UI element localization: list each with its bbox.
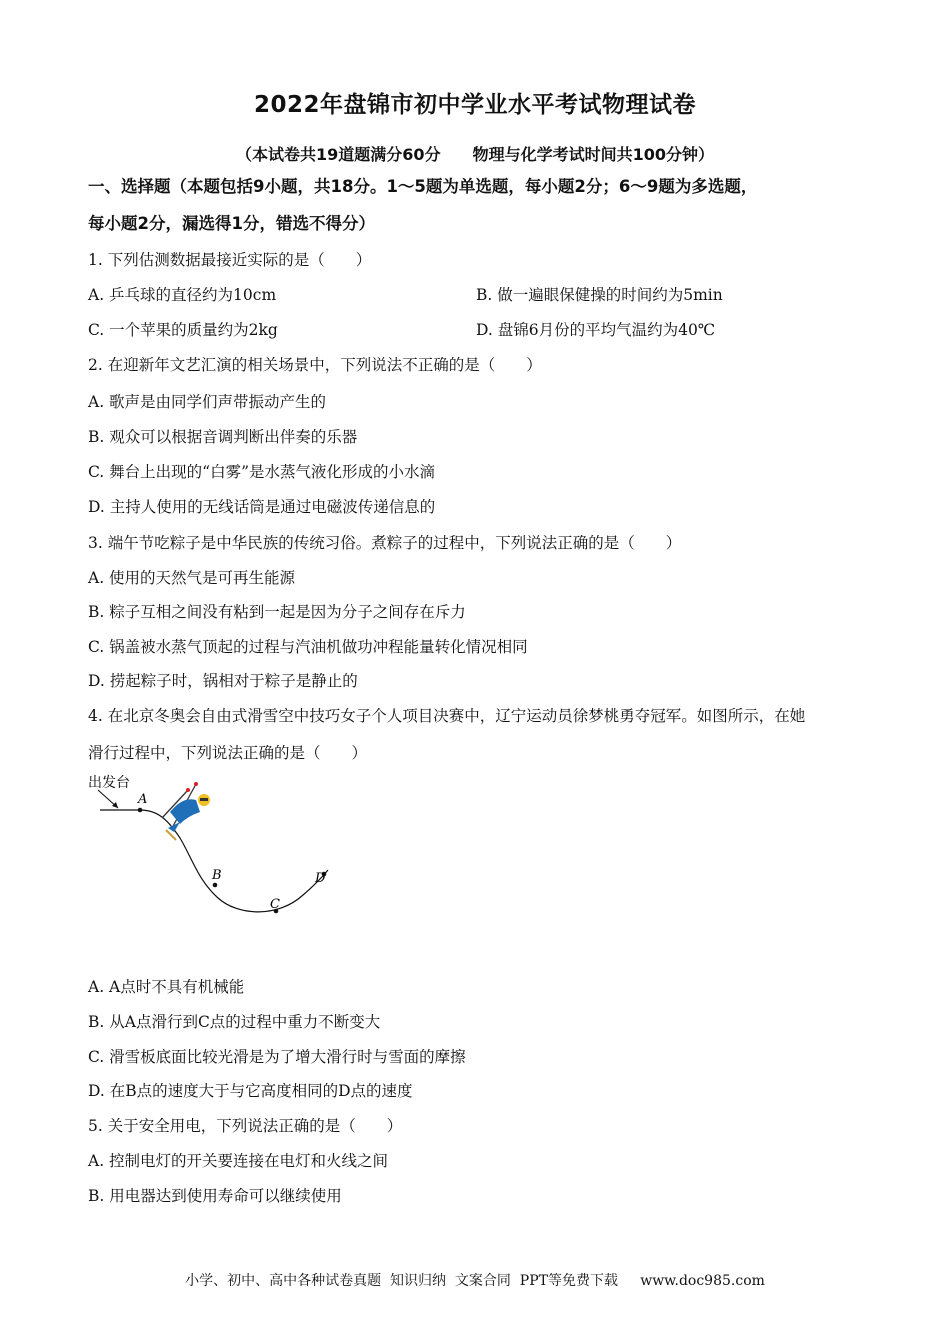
section-heading-line-2: 每小题2分，漏选得1分，错选不得分） bbox=[88, 214, 375, 233]
ski-slope-figure bbox=[88, 770, 348, 930]
question-2-option-c: C. 舞台上出现的“白雾”是水蒸气液化形成的小水滴 bbox=[88, 463, 436, 481]
section-heading-line-1: 一、选择题（本题包括9小题，共18分。1～5题为单选题，每小题2分；6～9题为多选题， bbox=[88, 177, 758, 196]
question-4-stem-line-2: 滑行过程中，下列说法正确的是（ ） bbox=[88, 744, 368, 762]
question-5-option-a: A. 控制电灯的开关要连接在电灯和火线之间 bbox=[88, 1152, 389, 1170]
start-platform-label: 出发台 bbox=[88, 775, 130, 791]
page-footer: 小学、初中、高中各种试卷真题 知识归纳 文案合同 PPT等免费下载 www.doc985.com bbox=[185, 1273, 765, 1289]
exam-subtitle: （本试卷共19道题满分60分 物理与化学考试时间共100分钟） bbox=[236, 145, 714, 164]
question-5-option-b: B. 用电器达到使用寿命可以继续使用 bbox=[88, 1187, 342, 1205]
point-b-dot bbox=[213, 883, 218, 888]
question-1-option-b: B. 做一遍眼保健操的时间约为5min bbox=[476, 286, 723, 304]
question-3-option-c: C. 锅盖被水蒸气顶起的过程与汽油机做功冲程能量转化情况相同 bbox=[88, 638, 528, 656]
point-a-label: A bbox=[138, 792, 148, 807]
question-4-option-a: A. A点时不具有机械能 bbox=[88, 978, 245, 996]
question-2-option-d: D. 主持人使用的无线话筒是通过电磁波传递信息的 bbox=[88, 498, 436, 516]
point-c-label: C bbox=[270, 897, 280, 912]
question-3-option-a: A. 使用的天然气是可再生能源 bbox=[88, 569, 296, 587]
question-1-option-c: C. 一个苹果的质量约为2kg bbox=[88, 321, 278, 339]
question-1-option-d: D. 盘锦6月份的平均气温约为40℃ bbox=[476, 321, 716, 339]
question-2-option-a: A. 歌声是由同学们声带振动产生的 bbox=[88, 393, 327, 411]
question-4-option-c: C. 滑雪板底面比较光滑是为了增大滑行时与雪面的摩擦 bbox=[88, 1048, 466, 1066]
point-b-label: B bbox=[212, 868, 222, 883]
question-4-stem-line-1: 4. 在北京冬奥会自由式滑雪空中技巧女子个人项目决赛中，辽宁运动员徐梦桃勇夺冠军。如图所示，在她 bbox=[88, 707, 806, 725]
question-2-stem: 2. 在迎新年文艺汇演的相关场景中，下列说法不正确的是（ ） bbox=[88, 356, 542, 374]
question-4-option-b: B. 从A点滑行到C点的过程中重力不断变大 bbox=[88, 1013, 381, 1031]
point-a-dot bbox=[138, 808, 143, 813]
question-3-option-d: D. 捞起粽子时，锅相对于粽子是静止的 bbox=[88, 672, 358, 690]
page-title: 2022年盘锦市初中学业水平考试物理试卷 bbox=[253, 92, 696, 118]
question-3-stem: 3. 端午节吃粽子是中华民族的传统习俗。煮粽子的过程中，下列说法正确的是（ ） bbox=[88, 534, 682, 552]
question-3-option-b: B. 粽子互相之间没有粘到一起是因为分子之间存在斥力 bbox=[88, 603, 466, 621]
question-1-option-a: A. 乒乓球的直径约为10cm bbox=[88, 286, 277, 304]
question-2-option-b: B. 观众可以根据音调判断出伴奏的乐器 bbox=[88, 428, 358, 446]
question-4-option-d: D. 在B点的速度大于与它高度相同的D点的速度 bbox=[88, 1082, 413, 1100]
point-d-label: D bbox=[315, 871, 326, 886]
question-5-stem: 5. 关于安全用电，下列说法正确的是（ ） bbox=[88, 1117, 403, 1135]
slope-curve bbox=[100, 810, 328, 912]
skier-icon bbox=[162, 782, 210, 840]
ski-slope-diagram bbox=[88, 770, 348, 930]
question-1-stem: 1. 下列估测数据最接近实际的是（ ） bbox=[88, 251, 372, 269]
